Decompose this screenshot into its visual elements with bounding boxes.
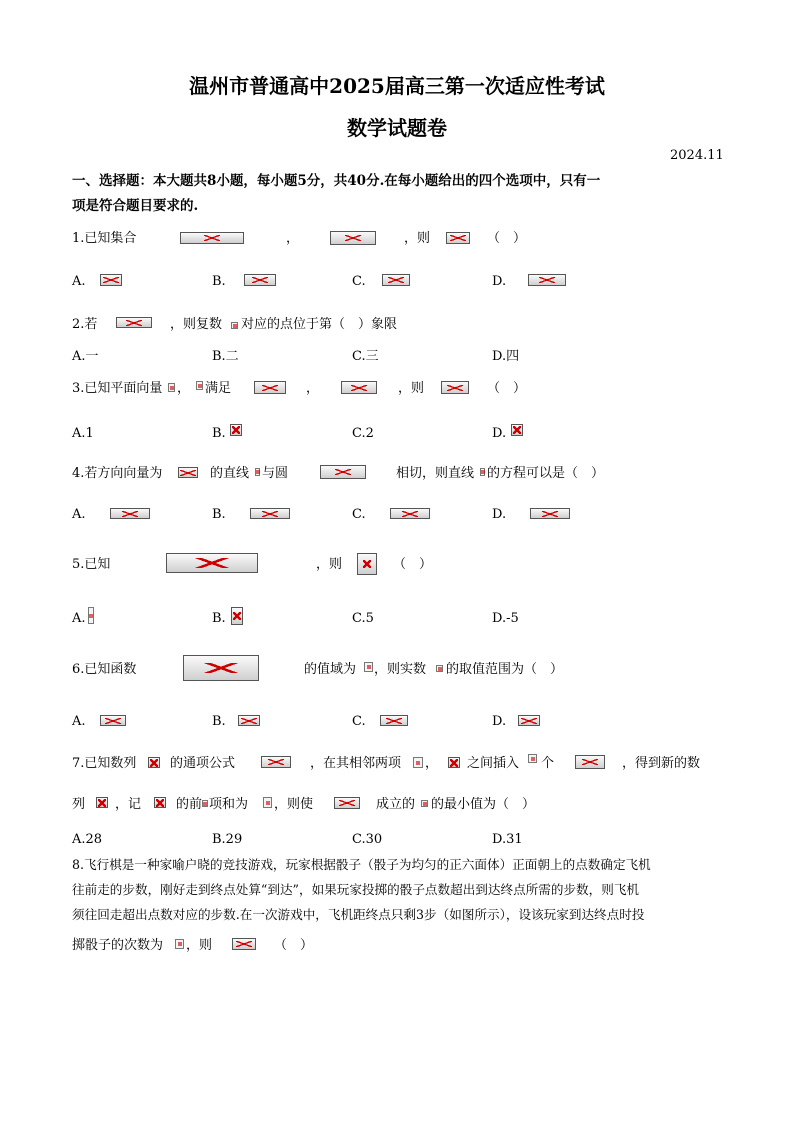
- formula-image: [250, 508, 290, 519]
- q3-option-a: A.1: [72, 426, 94, 441]
- formula-image: [341, 381, 377, 394]
- q6-option-c: C.: [352, 714, 366, 729]
- q6-option-d: D.: [492, 714, 507, 729]
- q4-option-c: C.: [352, 507, 366, 522]
- formula-image: [441, 381, 469, 394]
- q7-option-b: B.29: [212, 832, 243, 847]
- q5-option-c: C.5: [352, 611, 374, 626]
- formula-image: [168, 383, 175, 392]
- formula-image: [436, 665, 443, 672]
- formula-image: [255, 468, 260, 476]
- q6-option-b: B.: [212, 714, 226, 729]
- formula-image: [166, 553, 258, 573]
- q2-option-d: D.四: [492, 349, 520, 364]
- formula-image: [511, 424, 523, 436]
- formula-image: [238, 715, 260, 726]
- q3-option-b: B.: [212, 426, 226, 441]
- formula-image: [380, 715, 408, 726]
- q5-option-a: A.: [72, 611, 86, 626]
- q1-option-a: A.: [72, 274, 86, 289]
- formula-image: [357, 553, 377, 575]
- q2-option-b: B.二: [212, 349, 239, 364]
- q5-option-d: D.-5: [492, 611, 519, 626]
- formula-image: [320, 465, 366, 479]
- formula-image: [413, 757, 423, 768]
- formula-image: [196, 381, 203, 390]
- q1-prefix: 1.已知集合: [72, 231, 137, 246]
- formula-image: [110, 508, 150, 519]
- formula-image: [480, 468, 485, 476]
- formula-image: [448, 757, 460, 768]
- q4-option-b: B.: [212, 507, 226, 522]
- formula-image: [518, 715, 540, 726]
- formula-image: [390, 508, 430, 519]
- formula-image: [178, 467, 198, 478]
- q6-option-a: A.: [72, 714, 86, 729]
- q2-option-a: A.一: [72, 349, 99, 364]
- q4-option-a: A.: [72, 507, 86, 522]
- formula-image: [530, 508, 570, 519]
- formula-image: [175, 939, 184, 949]
- formula-image: [528, 274, 566, 286]
- formula-image: [96, 797, 108, 808]
- formula-image: [88, 607, 94, 624]
- formula-image: [575, 755, 605, 769]
- q4-option-d: D.: [492, 507, 507, 522]
- exam-date: 2024.11: [670, 148, 724, 163]
- formula-image: [263, 797, 272, 808]
- formula-image: [421, 800, 428, 807]
- q1-option-b: B.: [212, 274, 226, 289]
- formula-image: [232, 938, 256, 950]
- formula-image: [382, 274, 410, 286]
- formula-image: [528, 754, 537, 763]
- section-heading: 一、选择题：本大题共8小题，每小题5分，共40分.在每小题给出的四个选项中，只有一: [72, 173, 601, 189]
- formula-image: [261, 756, 291, 768]
- formula-image: [148, 757, 160, 768]
- formula-image: [231, 607, 243, 625]
- formula-image: [230, 424, 242, 436]
- formula-image: [100, 715, 126, 726]
- formula-image: [364, 662, 373, 672]
- formula-image: [116, 317, 152, 328]
- formula-image: [330, 231, 376, 245]
- formula-image: [154, 797, 166, 808]
- formula-image: [254, 381, 286, 394]
- q2-option-c: C.三: [352, 349, 379, 364]
- formula-image: [334, 797, 360, 809]
- q3-option-c: C.2: [352, 426, 374, 441]
- formula-image: [183, 655, 259, 681]
- formula-image: [180, 232, 244, 244]
- exam-title: 温州市普通高中2025届高三第一次适应性考试: [189, 74, 605, 98]
- q7-option-a: A.28: [72, 832, 103, 847]
- q5-option-b: B.: [212, 611, 226, 626]
- section-heading-cont: 项是符合题目要求的.: [72, 198, 199, 214]
- exam-subtitle: 数学试题卷: [347, 116, 447, 140]
- formula-image: [446, 232, 470, 244]
- formula-image: [244, 274, 276, 286]
- formula-image: [202, 800, 208, 807]
- q3-option-d: D.: [492, 426, 507, 441]
- formula-image: [231, 322, 238, 329]
- q7-option-d: D.31: [492, 832, 523, 847]
- q1-option-c: C.: [352, 274, 366, 289]
- q1-option-d: D.: [492, 274, 507, 289]
- formula-image: [100, 274, 122, 286]
- q7-option-c: C.30: [352, 832, 383, 847]
